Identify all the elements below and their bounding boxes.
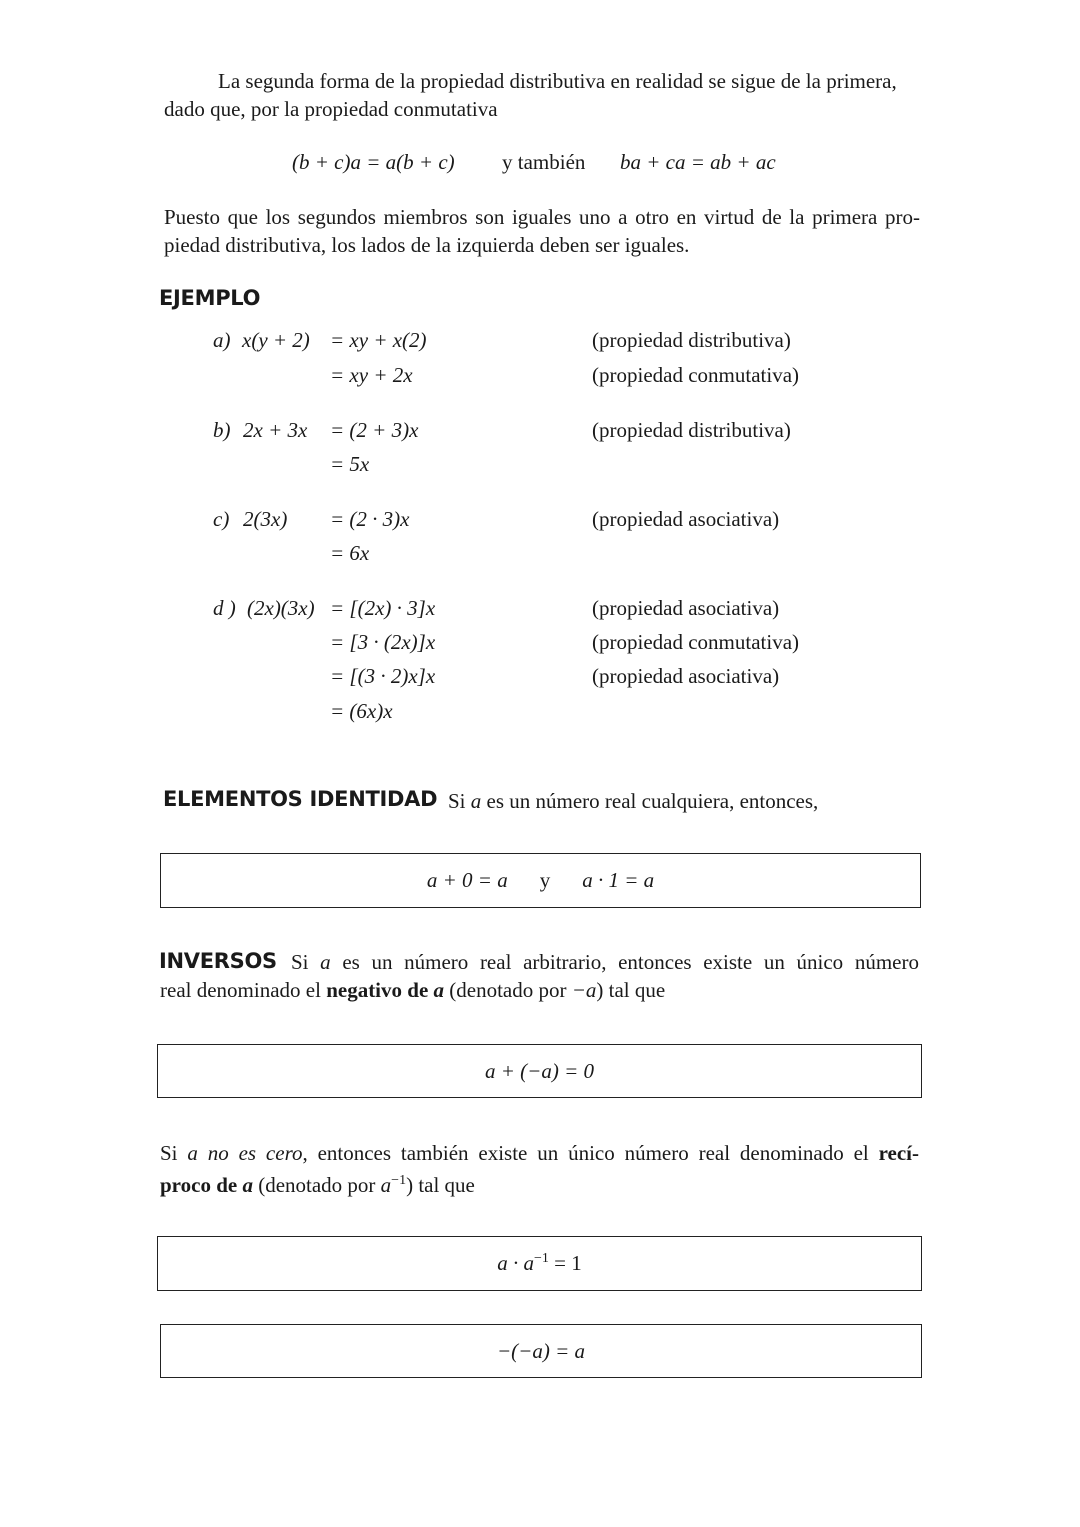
example-d-reason: (propiedad conmutativa) — [592, 630, 800, 654]
reciproco-line-1-post: , entonces también existe un único número real denominado el — [302, 1141, 879, 1165]
inversos-line-1-var: a — [320, 950, 331, 974]
example-c-step — [330, 507, 409, 532]
reciproco-term-var: a — [242, 1173, 253, 1197]
example-d-reason: (propiedad asociativa) — [592, 596, 780, 620]
negative-notation: −a — [571, 978, 597, 1002]
negativo-term-var: a — [433, 978, 445, 1002]
example-c-label — [213, 507, 229, 532]
example-a-letter: a) — [213, 328, 231, 352]
commutative-right-equation — [620, 150, 776, 175]
example-c-reason: (propiedad asociativa) — [592, 507, 780, 531]
inversos-line-1 — [291, 948, 919, 976]
example-a-label — [213, 328, 231, 353]
intro-line-1: La segunda forma de la propiedad distributiva en realidad se sigue de la primera, — [218, 69, 897, 93]
reciprocal-notation-exponent: −1 — [391, 1173, 407, 1188]
example-b-lhs-text: 2x + 3x — [243, 418, 308, 442]
multiplicative-inverse-result: = 1 — [548, 1251, 582, 1275]
example-c-step-text: = 6x — [330, 541, 370, 565]
example-b-letter: b) — [213, 418, 231, 442]
example-d-letter: d ) — [213, 596, 236, 620]
example-b-step-text: = (2 + 3)x — [330, 418, 419, 442]
reciproco-term-start: recí- — [878, 1141, 920, 1165]
negativo-term — [326, 978, 444, 1002]
inversos-line-2-pre: real denominado el — [160, 978, 327, 1002]
ejemplo-heading: EJEMPLO — [159, 286, 261, 310]
multiplicative-inverse-equation — [497, 1251, 582, 1276]
example-a-reason: (propiedad distributiva) — [592, 328, 791, 352]
example-a-reason: (propiedad conmutativa) — [592, 363, 800, 387]
after-line-1: Puesto que los segundos miembros son iguales uno a otro en virtud de la primera pro- — [164, 205, 920, 229]
example-b-step — [330, 452, 369, 477]
example-b-reason: (propiedad distributiva) — [592, 418, 791, 442]
identidad-text-pre: Si — [448, 789, 471, 813]
identidad-text-post: es un número real cualquiera, entonces, — [481, 789, 819, 813]
example-c-lhs-text: 2(3x) — [243, 507, 288, 531]
example-d-step-text: = [(3 · 2)x]x — [330, 664, 436, 688]
example-b-lhs — [243, 418, 307, 443]
example-d-step — [330, 630, 435, 655]
additive-inverse-equation: a + (−a) = 0 — [485, 1058, 594, 1083]
example-b-label — [213, 418, 231, 443]
negativo-term-text: negativo de — [326, 978, 434, 1002]
inversos-heading: INVERSOS — [159, 949, 277, 973]
example-c-letter: c) — [213, 507, 230, 531]
example-a-lhs-text: x(y + 2) — [242, 328, 310, 352]
identidad-heading: ELEMENTOS IDENTIDAD — [163, 787, 438, 811]
identity-connector: y — [539, 868, 551, 892]
double-negative-box — [160, 1324, 922, 1378]
commutative-right-text: ba + ca = ab + ac — [620, 150, 776, 174]
additive-identity: a + 0 = a — [426, 868, 508, 892]
reciproco-line-2-post: ) tal que — [406, 1173, 475, 1197]
identidad-text — [448, 787, 818, 815]
example-d-label — [213, 596, 236, 621]
multiplicative-inverse-box — [157, 1236, 922, 1291]
identity-box — [160, 853, 921, 908]
example-d-step — [330, 699, 393, 724]
example-a-lhs — [242, 328, 310, 353]
reciproco-term-text: proco de — [160, 1173, 243, 1197]
multiplicative-inverse-exponent: −1 — [534, 1251, 549, 1266]
example-b-step-text: = 5x — [330, 452, 370, 476]
example-a-step — [330, 328, 427, 353]
reciproco-line-1-pre: Si — [160, 1141, 188, 1165]
double-negative-equation: −(−a) = a — [497, 1338, 585, 1363]
inversos-line-1-post: es un número real arbitrario, entonces existe un único número — [330, 950, 919, 974]
commutative-display — [292, 150, 455, 175]
example-c-step-text: = (2 · 3)x — [330, 507, 410, 531]
multiplicative-identity: a · 1 = a — [582, 868, 655, 892]
reciproco-line-2 — [160, 1167, 475, 1199]
inversos-line-1-pre: Si — [291, 950, 321, 974]
inversos-line-2-mid: (denotado por — [444, 978, 572, 1002]
reciprocal-notation-base: a — [380, 1173, 392, 1197]
example-d-lhs-text: (2x)(3x) — [247, 596, 315, 620]
example-d-step-text: = [3 · (2x)]x — [330, 630, 436, 654]
commutative-connector: y también — [502, 150, 586, 174]
example-d-step-text: = (6x)x — [330, 699, 393, 723]
example-d-step — [330, 596, 435, 621]
commutative-left-equation: (b + c)a = a(b + c) — [292, 150, 455, 174]
inversos-line-2-post: ) tal que — [596, 978, 666, 1002]
inversos-line-2 — [160, 976, 665, 1004]
reciproco-line-1 — [160, 1139, 919, 1167]
example-a-step-text: = xy + x(2) — [330, 328, 427, 352]
additive-inverse-box — [157, 1044, 922, 1098]
example-d-step-text: = [(2x) · 3]x — [330, 596, 436, 620]
example-d-reason: (propiedad asociativa) — [592, 664, 780, 688]
reciproco-term — [160, 1173, 253, 1197]
intro-paragraph — [164, 67, 920, 123]
reciproco-line-2-mid: (denotado por — [252, 1173, 381, 1197]
example-a-step — [330, 363, 413, 388]
example-b-step — [330, 418, 418, 443]
after-paragraph — [164, 203, 920, 259]
identidad-var: a — [470, 789, 482, 813]
example-c-step — [330, 541, 369, 566]
example-c-lhs — [243, 507, 287, 532]
reciproco-condition: a no es cero — [187, 1141, 303, 1165]
after-line-2: piedad distributiva, los lados de la izquierda deben ser iguales. — [164, 233, 690, 257]
intro-line-2: dado que, por la propiedad conmutativa — [164, 97, 498, 121]
example-d-lhs — [247, 596, 315, 621]
multiplicative-inverse-base: a · a — [497, 1251, 534, 1275]
example-d-step — [330, 664, 435, 689]
example-a-step-text: = xy + 2x — [330, 363, 413, 387]
